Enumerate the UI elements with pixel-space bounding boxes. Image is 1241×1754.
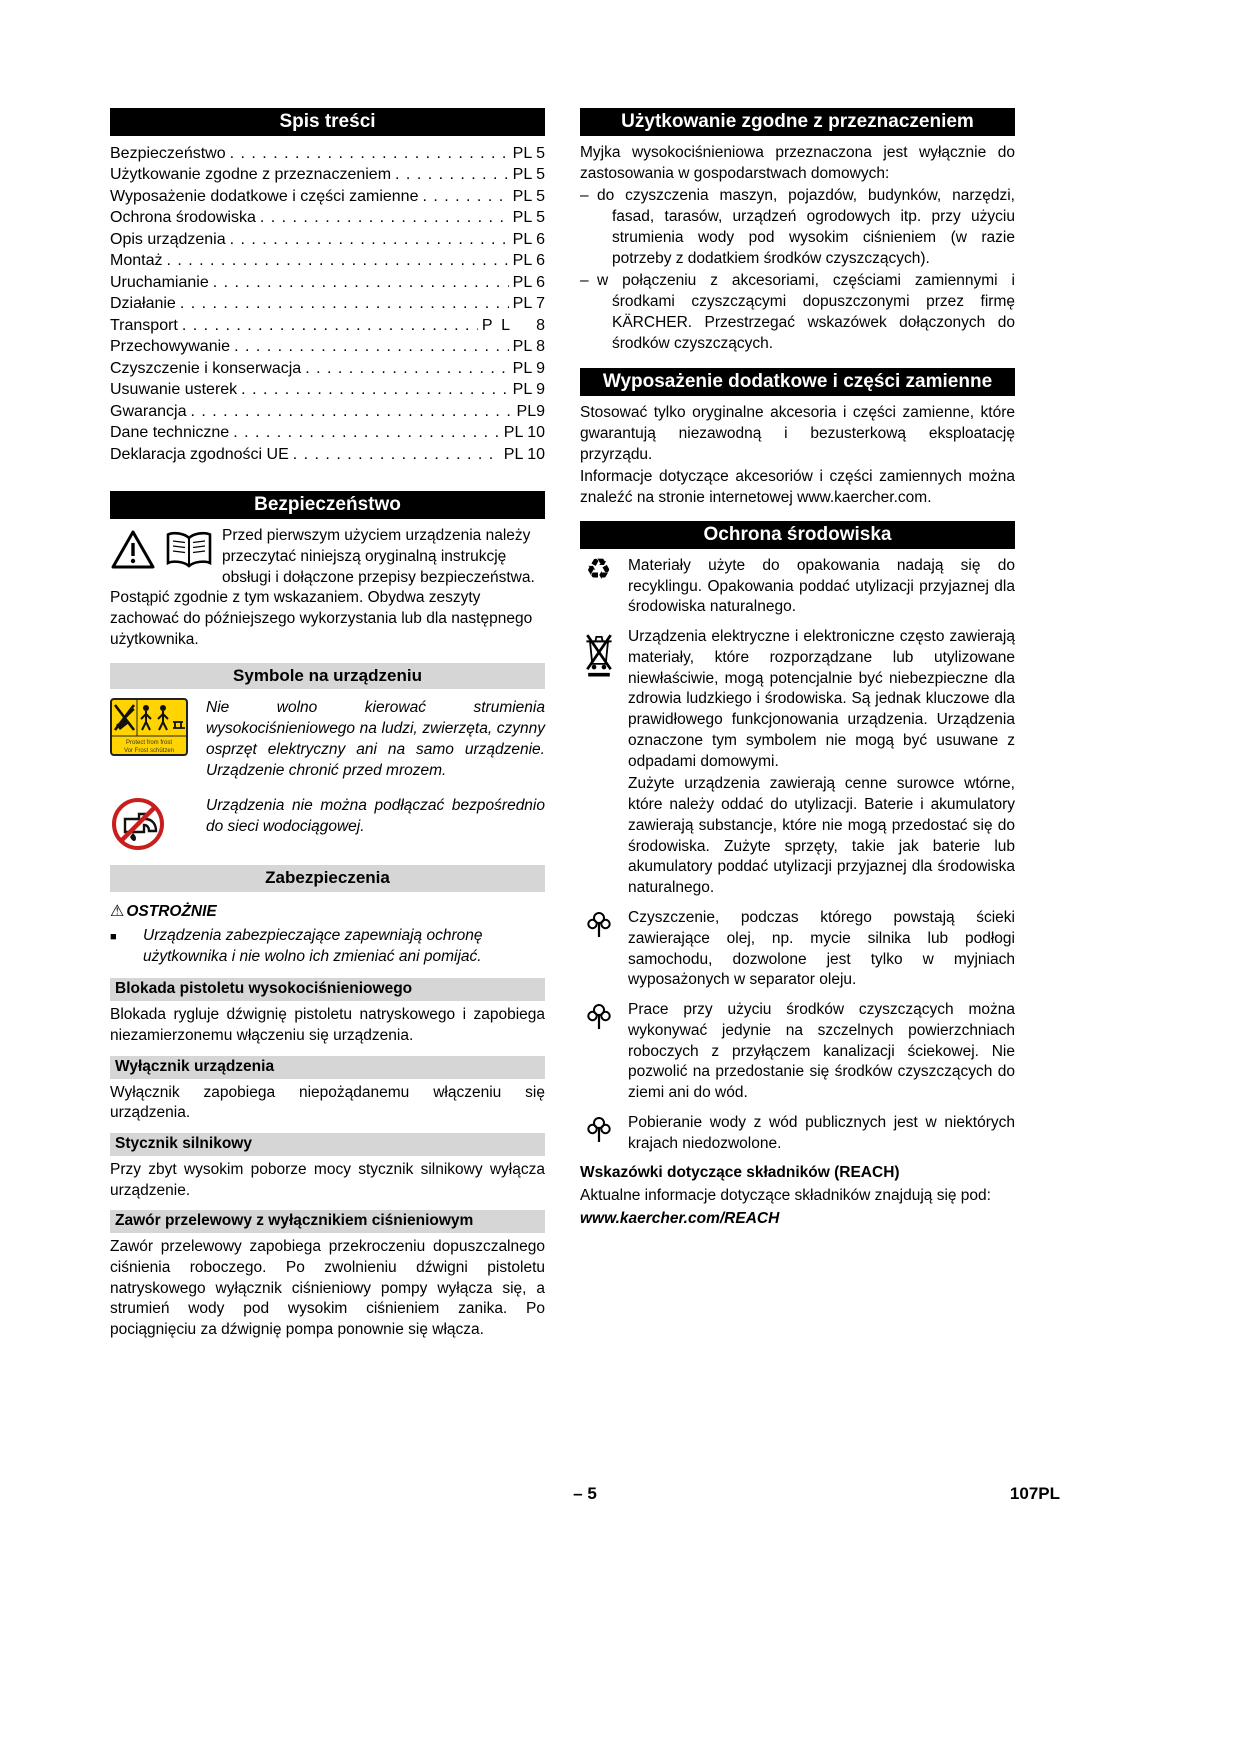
toc-entry-label: Dane techniczne [110,424,230,442]
intended-use-intro: Myjka wysokociśnieniowa przeznaczona jest wyłącznie do zastosowania w gospodarstwach domowych: [580,143,1015,182]
toc-entry [110,164,545,186]
toc-entry-page: PL 6 [512,252,545,270]
toc-entry-page: PL 5 [512,209,545,227]
symbol-item-water [110,796,545,852]
weee-text-1: Urządzenia elektryczne i elektroniczne często zawierają materiały, które rozporządzane lub utylizowane niewłaściwie, mogą potencjalnie być niebezpieczne dla zdrowia ludzkiego i środowiska. Są jednak kluczowe dla prawidłowego funkcjonowania urządzenia. Urządzenia oznaczone tym symbolem nie mogą być usuwane z odpadami domowymi. [628,628,1015,770]
caution-bullet-text: Urządzenia zabezpieczające zapewniają ochronę użytkownika i nie wolno ich zmieniać ani pomijać. [143,926,483,965]
manual-book-icon [164,530,214,570]
toc-entry-label: Czyszczenie i konserwacja [110,359,302,377]
symbol-jet-text: Nie wolno kierować strumienia wysokociśnieniowego na ludzi, zwierzęta, czynny osprzęt elektryczny ani na samo urządzenie. Urządzenie chronić przed mrozem. [206,699,545,779]
square-bullet-icon: ■ [110,930,117,943]
oil-separator-text: Czyszczenie, podczas którego powstają ścieki zawierające olej, np. mycie silnika lub podłogi samochodu, dozwolone jest tylko w myjniach wyposażonych w separator oleju. [628,908,1015,989]
toc-entry [110,293,545,315]
motor-contactor-heading: Stycznik silnikowy [110,1133,545,1156]
reach-link: www.kaercher.com/REACH [580,1209,780,1227]
toc-leader-dots [166,250,508,272]
toc-leader-dots [190,401,512,423]
environment-item-water [580,1113,1015,1157]
public-water-text: Pobieranie wody z wód publicznych jest w niektórych krajach niedozwolone. [628,1113,1015,1152]
toc-title: Spis treści [110,108,545,136]
recycling-icon: ♻ [585,553,612,586]
toc-entry [110,422,545,444]
intended-use-header: Użytkowanie zgodne z przeznaczeniem [580,108,1015,136]
symbol-water-text: Urządzenia nie można podłączać bezpośrednio do sieci wodociągowej. [206,797,545,836]
toc-entry-label: Uruchamianie [110,273,209,291]
accessories-text-1: Stosować tylko oryginalne akcesoria i części zamienne, które gwarantują niezawodną i bezusterkową eksploatację przyrządu. [580,404,1015,463]
intended-use-item-text: do czyszczenia maszyn, pojazdów, budynków, narzędzi, fasad, tarasów, urządzeń ogrodowych itp. przy użyciu strumienia wody pod wysokim ciśnieniem (w razie potrzeby z dodatkiem środków czyszczących). [597,187,1015,267]
toc-leader-dots [230,143,509,165]
toc-entry-page: PL 8 [512,338,545,356]
safeguards-subheader: Zabezpieczenia [110,865,545,892]
recycling-text: Materiały użyte do opakowania nadają się do recyklingu. Opakowania poddać utylizacji przyjaznej dla środowiska naturalnego. [628,556,1015,616]
caution-heading [110,901,545,923]
toc-entry-page: PL 5 [512,144,545,162]
toc-entry-label: Ochrona środowiska [110,209,256,227]
tree-icon [580,1000,617,1030]
power-switch-heading: Wyłącznik urządzenia [110,1056,545,1079]
accessories-header: Wyposażenie dodatkowe i części zamienne [580,368,1015,396]
toc-leader-dots [230,229,509,251]
toc-entry-label: Bezpieczeństwo [110,144,226,162]
toc-entry [110,401,545,423]
environment-item-detergent [580,1000,1015,1106]
motor-contactor-text: Przy zbyt wysokim poborze mocy stycznik silnikowy wyłącza urządzenie. [110,1160,545,1199]
detergent-surface-text: Prace przy użyciu środków czyszczących można wykonywać jedynie na szczelnych powierzchniach roboczych z przyłączem kanalizacji ściekowej. Nie pozwolić na przedostanie się środków czyszczących do ziemi ani do wód. [628,1001,1015,1102]
weee-text-block [628,627,1015,901]
overflow-valve-heading: Zawór przelewowy z wyłącznikiem ciśnieniowym [110,1210,545,1233]
toc-entry [110,229,545,251]
toc-entry-label: Transport [110,316,178,334]
toc-entry-label: Opis urządzenia [110,230,226,248]
toc-entry-page: P L 8 [481,316,545,334]
environment-header: Ochrona środowiska [580,521,1015,549]
toc-entry [110,207,545,229]
page-code: 107PL [1009,1484,1060,1503]
frost-warning-label-icon [110,698,194,756]
safety-intro-text: Przed pierwszym użyciem urządzenia należy przeczytać niniejszą oryginalną instrukcję obsługi i dołączone przepisy bezpieczeństwa. Postąpić zgodnie z tym wskazaniem. Obydwa zeszyty zachować do późniejszego wykorzystania lub dla następnego użytkownika. [110,527,535,648]
toc-entry-label: Przechowywanie [110,338,231,356]
caution-bullet-item [110,926,545,970]
toc-entry-label: Użytkowanie zgodne z przeznaczeniem [110,166,392,184]
toc-entry-label: Usuwanie usterek [110,381,238,399]
symbols-subheader: Symbole na urządzeniu [110,663,545,690]
table-of-contents [110,143,545,466]
weee-text-2: Zużyte urządzenia zawierają cenne surowce wtórne, które należy oddać do utylizacji. Baterie i akumulatory zawierają substancje, które nie mogą przedostać się do środowiska. Zużyte sprzęty, takie jak baterie lub akumulatory poddać utylizacji przyjaznej dla środowiska naturalnego. [628,775,1015,897]
toc-entry [110,336,545,358]
toc-entry-page: PL 5 [512,187,545,205]
toc-entry-page: PL 6 [512,230,545,248]
toc-leader-dots [213,272,509,294]
toc-entry-page: PL 7 [512,295,545,313]
toc-leader-dots [395,164,509,186]
weee-crossed-bin-icon [580,627,617,679]
toc-leader-dots [241,379,509,401]
environment-item-recycling [580,553,1015,620]
toc-entry-label: Montaż [110,252,163,270]
intended-use-item [580,271,1015,356]
safety-intro [110,526,545,651]
environment-item-oil [580,908,1015,993]
toc-leader-dots [305,358,508,380]
dash-bullet: – [580,187,589,205]
tree-icon [580,908,617,938]
toc-entry-page: PL 10 [503,445,545,463]
trigger-lock-text: Blokada rygluje dźwignię pistoletu natryskowego i zapobiega niezamierzonemu włączeniu się urządzenia. [110,1006,545,1045]
accessories-text-2: Informacje dotyczące akcesoriów i części zamiennych można znaleźć na stronie internetowej www.kaercher.com. [580,468,1015,507]
label-text-line1: Protect from frost [125,740,173,747]
symbol-item-jet [110,698,545,783]
toc-leader-dots [260,207,509,229]
toc-leader-dots [293,444,500,466]
toc-leader-dots [234,336,509,358]
dash-bullet: – [580,272,589,290]
toc-entry [110,379,545,401]
power-switch-text: Wyłącznik zapobiega niepożądanemu włączeniu się urządzenia. [110,1083,545,1122]
toc-entry-label: Działanie [110,295,176,313]
toc-leader-dots [233,422,500,444]
reach-note [580,1163,1015,1229]
toc-entry-page: PL9 [516,402,545,420]
toc-entry [110,315,545,337]
page-number: – 5 [573,1484,597,1503]
toc-entry [110,444,545,466]
toc-entry [110,358,545,380]
right-column [580,108,1015,1343]
reach-body: Aktualne informacje dotyczące składników znajdują się pod: [580,1187,991,1205]
safety-intro-icons [110,529,214,570]
warning-triangle-icon [110,529,156,570]
environment-item-weee [580,627,1015,901]
toc-entry [110,272,545,294]
toc-leader-dots [180,293,509,315]
caution-warning-icon: ⚠ [110,903,125,921]
toc-entry-page: PL 5 [512,166,545,184]
toc-leader-dots [422,186,508,208]
left-column [110,108,545,1343]
tree-icon [580,1113,617,1143]
toc-entry-page: PL 9 [512,359,545,377]
manual-page [110,108,1060,1343]
toc-entry-label: Wyposażenie dodatkowe i części zamienne [110,187,419,205]
toc-entry-label: Gwarancja [110,402,187,420]
no-mains-water-icon [110,796,194,852]
toc-entry [110,186,545,208]
safety-section-header: Bezpieczeństwo [110,491,545,519]
toc-entry [110,143,545,165]
toc-entry-page: PL 10 [503,424,545,442]
toc-entry-page: PL 9 [512,381,545,399]
reach-heading: Wskazówki dotyczące składników (REACH) [580,1164,900,1182]
label-text-line2: Vor Frost schützen [123,748,175,755]
toc-leader-dots [182,315,478,337]
caution-label: OSTROŻNIE [126,903,217,921]
intended-use-item [580,186,1015,271]
toc-entry [110,250,545,272]
overflow-valve-text: Zawór przelewowy zapobiega przekroczeniu dopuszczalnego ciśnienia roboczego. Po zwolnieniu dźwigni pistoletu natryskowego wyłącznik ciśnieniowy pompy wyłącza się, a strumień wody pod wysokim ciśnieniem zanika. Po pociągnięciu za dźwignię pompa ponownie się włącza. [110,1238,545,1339]
toc-entry-page: PL 6 [512,273,545,291]
intended-use-item-text: w połączeniu z akcesoriami, częściami zamiennymi i środkami czyszczącymi dopuszczonymi przez firmę KÄRCHER. Przestrzegać wskazówek dołączonych do środków czyszczących. [597,272,1015,352]
trigger-lock-heading: Blokada pistoletu wysokociśnieniowego [110,978,545,1001]
toc-entry-label: Deklaracja zgodności UE [110,445,289,463]
